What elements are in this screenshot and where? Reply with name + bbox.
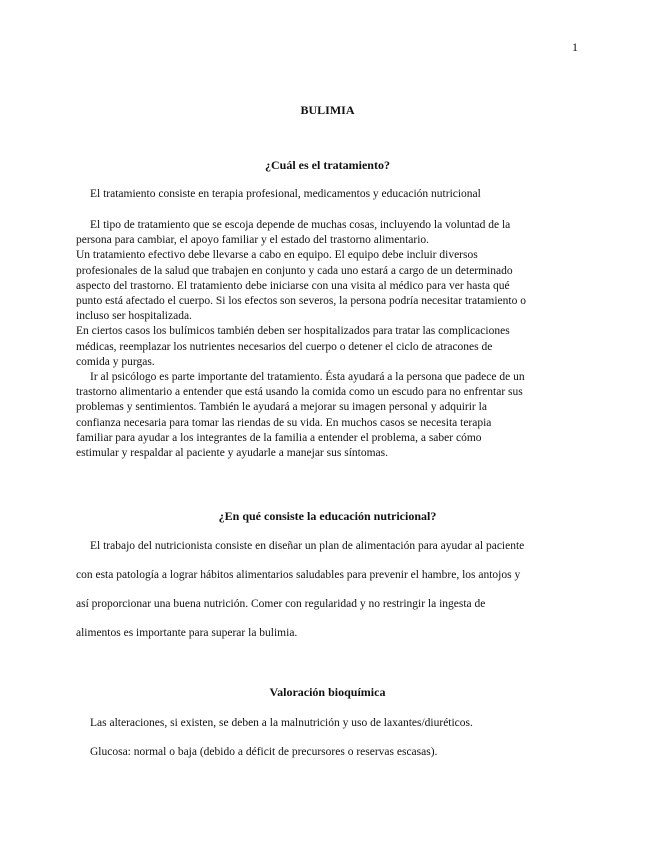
text-line: profesionales de la salud que trabajen en conjunto y cada uno estará a cargo de un determinado [76, 264, 513, 277]
text-line: comida y purgas. [76, 355, 155, 368]
text-line: persona para cambiar, el apoyo familiar y el estado del trastorno alimentario. [76, 234, 430, 247]
tratamiento-body [76, 218, 581, 461]
text-line: Un tratamiento efectivo debe llevarse a cabo en equipo. El equipo debe incluir diversos [76, 249, 478, 262]
text-line: Las alteraciones, si existen, se deben a la malnutrición y uso de laxantes/diuréticos. [90, 717, 473, 729]
text-line: familiar para ayudar a los integrantes de la familia a entender el problema, a saber cómo [76, 431, 482, 444]
valoracion-bioquimica-body [76, 716, 581, 774]
page-number: 1 [572, 40, 578, 54]
document-title: BULIMIA [300, 103, 355, 117]
text-line: En ciertos casos los bulímicos también deben ser hospitalizados para tratar las complicaciones [76, 325, 510, 338]
text-line: médicas, reemplazar los nutrientes necesarios del cuerpo o detener el ciclo de atracones de [76, 340, 493, 353]
text-line: confianza necesaria para tomar las riendas de su vida. En muchos casos se necesita terapia [76, 416, 492, 429]
text-line: alimentos es importante para superar la bulimia. [76, 627, 298, 639]
text-line: punto está afectado el cuerpo. Si los efectos son severos, la persona podría necesitar tratamiento o [76, 295, 526, 308]
text-line: incluso ser hospitalizada. [76, 310, 192, 323]
text-line: problemas y sentimientos. También le ayudará a mejorar su imagen personal y adquirir la [76, 401, 487, 414]
educacion-nutricional-body [76, 539, 581, 655]
text-line: Ir al psicólogo es parte importante del tratamiento. Ésta ayudará a la persona que padece de un [90, 371, 525, 384]
section-heading-tratamiento: ¿Cuál es el tratamiento? [265, 158, 390, 172]
text-line: aspecto del trastorno. El tratamiento debe iniciarse con una visita al médico para ver hasta qué [76, 279, 510, 292]
text-line: con esta patología a lograr hábitos alimentarios saludables para prevenir el hambre, los antojos y [76, 569, 521, 581]
section-heading-valoracion-bioquimica: Valoración bioquímica [269, 685, 386, 699]
text-line: así proporcionar una buena nutrición. Comer con regularidad y no restringir la ingesta de [76, 598, 486, 610]
text-line: El trabajo del nutricionista consiste en diseñar un plan de alimentación para ayudar al paciente [90, 540, 525, 552]
text-line: trastorno alimentario a entender que está usando la comida como un escudo para no enfrentar sus [76, 386, 523, 399]
section-heading-educacion-nutricional: ¿En qué consiste la educación nutricional? [218, 509, 437, 523]
text-line: Glucosa: normal o baja (debido a déficit de precursores o reservas escasas). [90, 746, 438, 758]
tratamiento-intro: El tratamiento consiste en terapia profesional, medicamentos y educación nutricional [90, 188, 481, 200]
text-line: El tipo de tratamiento que se escoja depende de muchas cosas, incluyendo la voluntad de la [90, 219, 511, 231]
text-line: estimular y respaldar al paciente y ayudarle a manejar sus síntomas. [76, 447, 388, 460]
